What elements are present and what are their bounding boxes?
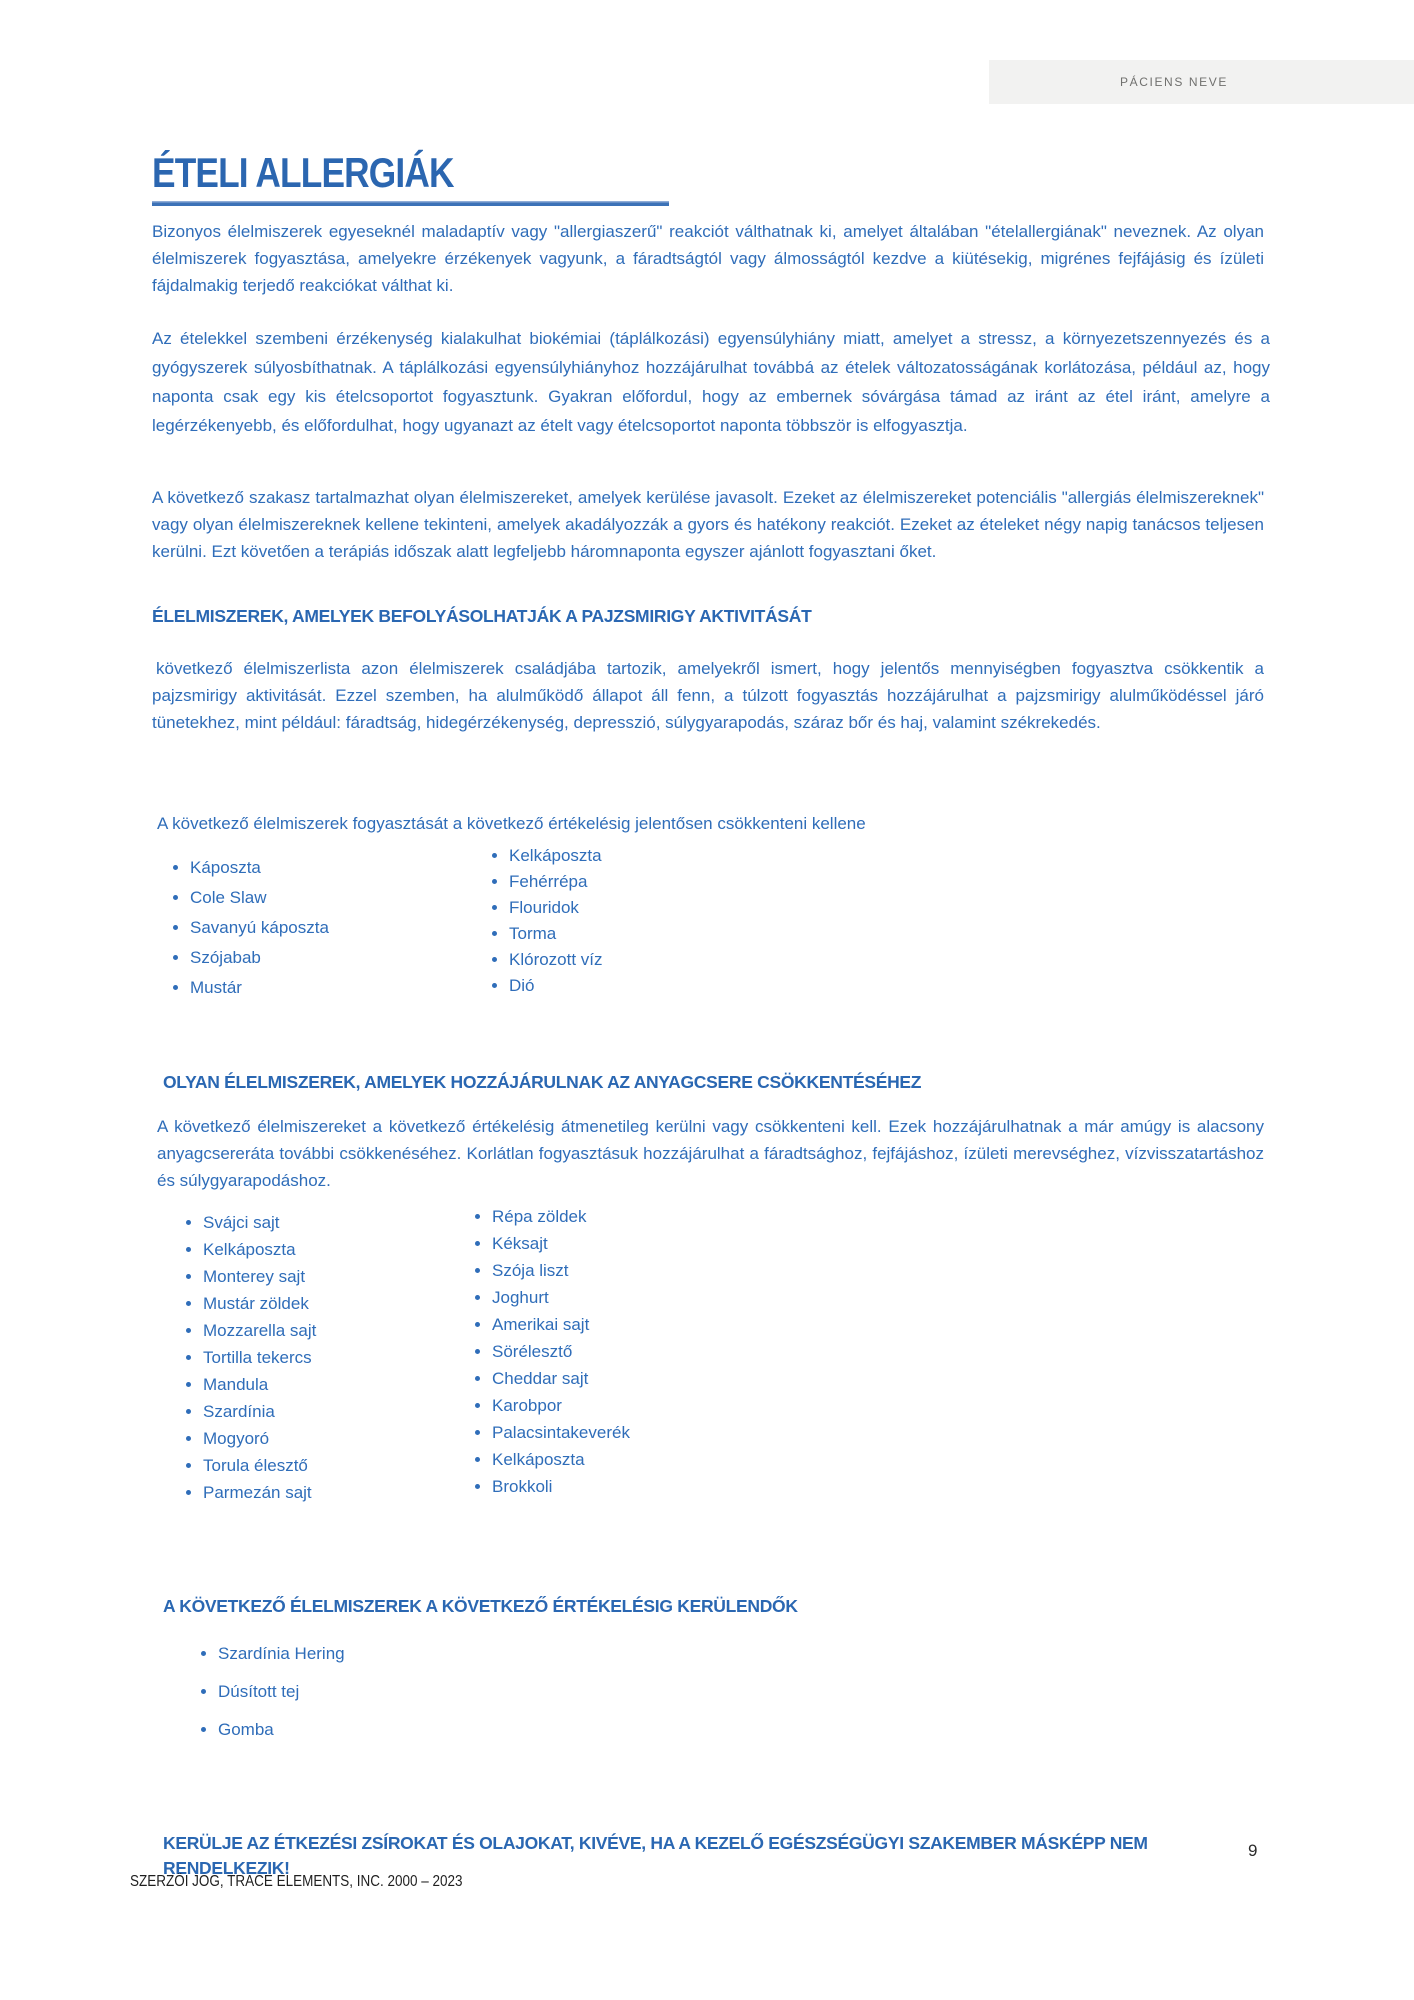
list-item: • Palacsintakeverék (492, 1419, 630, 1446)
patient-name-field[interactable] (989, 60, 1414, 104)
list-item: • Karobpor (492, 1392, 630, 1419)
title-underline (152, 201, 669, 206)
thyroid-food-list-column-1 (152, 843, 471, 1003)
list-item: • Gomba (218, 1715, 345, 1745)
section-heading-thyroid: ÉLELMISZEREK, AMELYEK BEFOLYÁSOLHATJÁK A PAJZSMIRIGY AKTIVITÁSÁT (152, 606, 812, 626)
list-item: • Dió (509, 973, 603, 999)
list-item: • Káposzta (190, 853, 471, 883)
list-item: • Szardínia Hering (218, 1639, 345, 1669)
intro-paragraph-1: Bizonyos élelmiszerek egyeseknél maladaptív vagy "allergiaszerű" reakciót válthatnak ki, amelyet általában "ételallergiának" neveznek. Az olyan élelmiszerek fogyasztása, amelyekre érzékenyek vagyunk, a fáradtságtól vagy álmosságtól kezdve a kiütésekig, migrénes fejfájásig és ízületi fájdalmakig terjedő reakciókat válthat ki. (152, 222, 1264, 295)
list-item: • Kelkáposzta (509, 843, 603, 869)
list-item: • Répa zöldek (492, 1203, 630, 1230)
list-item: • Szója liszt (492, 1257, 630, 1284)
list-item: • Torma (509, 921, 603, 947)
intro-paragraph-2: Az ételekkel szembeni érzékenység kialakulhat biokémiai (táplálkozási) egyensúlyhiány miatt, amelyet a stressz, a környezetszennyezés és a gyógyszerek súlyosbíthatnak. A táplálkozási egyensúlyhiányhoz hozzájárulhat továbbá az ételek változatosságának korlátozása, például az, hogy naponta csak egy kis ételcsoportot fogyasztunk. Gyakran előfordul, hogy az embernek sóvárgása támad az iránt az étel iránt, amelyre a legérzékenyebb, és előfordulhat, hogy ugyanazt az ételt vagy ételcsoportot naponta többször is elfogyasztja. (152, 329, 1270, 435)
section-heading-metabolic: OLYAN ÉLELMISZEREK, AMELYEK HOZZÁJÁRULNAK AZ ANYAGCSERE CSÖKKENTÉSÉHEZ (163, 1072, 922, 1092)
list-item: • Szójabab (190, 943, 471, 973)
metabolic-section-body: A következő élelmiszereket a következő értékelésig átmenetileg kerülni vagy csökkenteni kell. Ezek hozzájárulhatnak a már amúgy is alacsony anyagcsereráta további csökkenéséhez. Korlátlan fogyasztásuk hozzájárulhat a fáradtsághoz, fejfájáshoz, ízületi merevséghez, vízvisszatartáshoz és súlygyarapodáshoz. (157, 1117, 1264, 1190)
list-item: • Mustár zöldek (203, 1290, 454, 1317)
patient-name-label: PÁCIENS NEVE (1120, 75, 1228, 89)
thyroid-food-list (152, 843, 603, 1003)
list-item: • Szardínia (203, 1398, 454, 1425)
list-item: • Cole Slaw (190, 883, 471, 913)
list-item: • Mozzarella sajt (203, 1317, 454, 1344)
metabolic-food-list-column-1 (152, 1203, 454, 1506)
list-item: • Cheddar sajt (492, 1365, 630, 1392)
list-item: • Kelkáposzta (203, 1236, 454, 1263)
list-item: • Mogyoró (203, 1425, 454, 1452)
list-item: • Kéksajt (492, 1230, 630, 1257)
list-item: • Amerikai sajt (492, 1311, 630, 1338)
copyright-footer: SZERZŐI JOG, TRACE ELEMENTS, INC. 2000 – 2023 (130, 1873, 463, 1890)
list-item: • Parmezán sajt (203, 1479, 454, 1506)
avoid-food-list (152, 1639, 345, 1753)
metabolic-food-list-column-2 (454, 1203, 630, 1506)
list-item: • Brokkoli (492, 1473, 630, 1500)
page-number: 9 (1248, 1841, 1258, 1860)
list-item: • Mandula (203, 1371, 454, 1398)
list-item: • Kelkáposzta (492, 1446, 630, 1473)
thyroid-section-body: következő élelmiszerlista azon élelmiszerek családjába tartozik, amelyekről ismert, hogy jelentős mennyiségben fogyasztva csökkentik a pajzsmirigy aktivitását. Ezzel szemben, ha alulműködő állapot áll fenn, a túlzott fogyasztás hozzájárulhat a pajzsmirigy alulműködéssel járó tünetekhez, mint például: fáradtság, hidegérzékenység, depresszió, súlygyarapodás, száraz bőr és haj, valamint székrekedés. (152, 659, 1264, 732)
list-item: • Monterey sajt (203, 1263, 454, 1290)
list-item: • Savanyú káposzta (190, 913, 471, 943)
list-item: • Mustár (190, 973, 471, 1003)
list-item: • Sörélesztő (492, 1338, 630, 1365)
thyroid-list-intro: A következő élelmiszerek fogyasztását a következő értékelésig jelentősen csökkenteni kellene (157, 814, 866, 833)
fats-warning-heading: KERÜLJE AZ ÉTKEZÉSI ZSÍROKAT ÉS OLAJOKAT, KIVÉVE, HA A KEZELŐ EGÉSZSÉGÜGYI SZAKEMBER MÁSKÉPP NEM RENDELKEZIK! (163, 1833, 1148, 1878)
list-item: • Dúsított tej (218, 1677, 345, 1707)
list-item: • Fehérrépa (509, 869, 603, 895)
metabolic-food-list (152, 1203, 630, 1506)
list-item: • Svájci sajt (203, 1209, 454, 1236)
thyroid-food-list-column-2 (471, 843, 603, 1003)
list-item: • Torula élesztő (203, 1452, 454, 1479)
page-title: ÉTELI ALLERGIÁK (152, 149, 454, 196)
list-item: • Flouridok (509, 895, 603, 921)
section-heading-avoid: A KÖVETKEZŐ ÉLELMISZEREK A KÖVETKEZŐ ÉRTÉKELÉSIG KERÜLENDŐK (163, 1596, 798, 1616)
list-item: • Joghurt (492, 1284, 630, 1311)
list-item: • Klórozott víz (509, 947, 603, 973)
list-item: • Tortilla tekercs (203, 1344, 454, 1371)
intro-paragraph-3: A következő szakasz tartalmazhat olyan élelmiszereket, amelyek kerülése javasolt. Ezeket az élelmiszereket potenciális "allergiás élelmiszereknek" vagy olyan élelmiszereknek kellene tekinteni, amelyek akadályozzák a gyors és hatékony reakciót. Ezeket az ételeket négy napig tanácsos teljesen kerülni. Ezt követően a terápiás időszak alatt legfeljebb háromnaponta egyszer ajánlott fogyasztani őket. (152, 488, 1264, 561)
